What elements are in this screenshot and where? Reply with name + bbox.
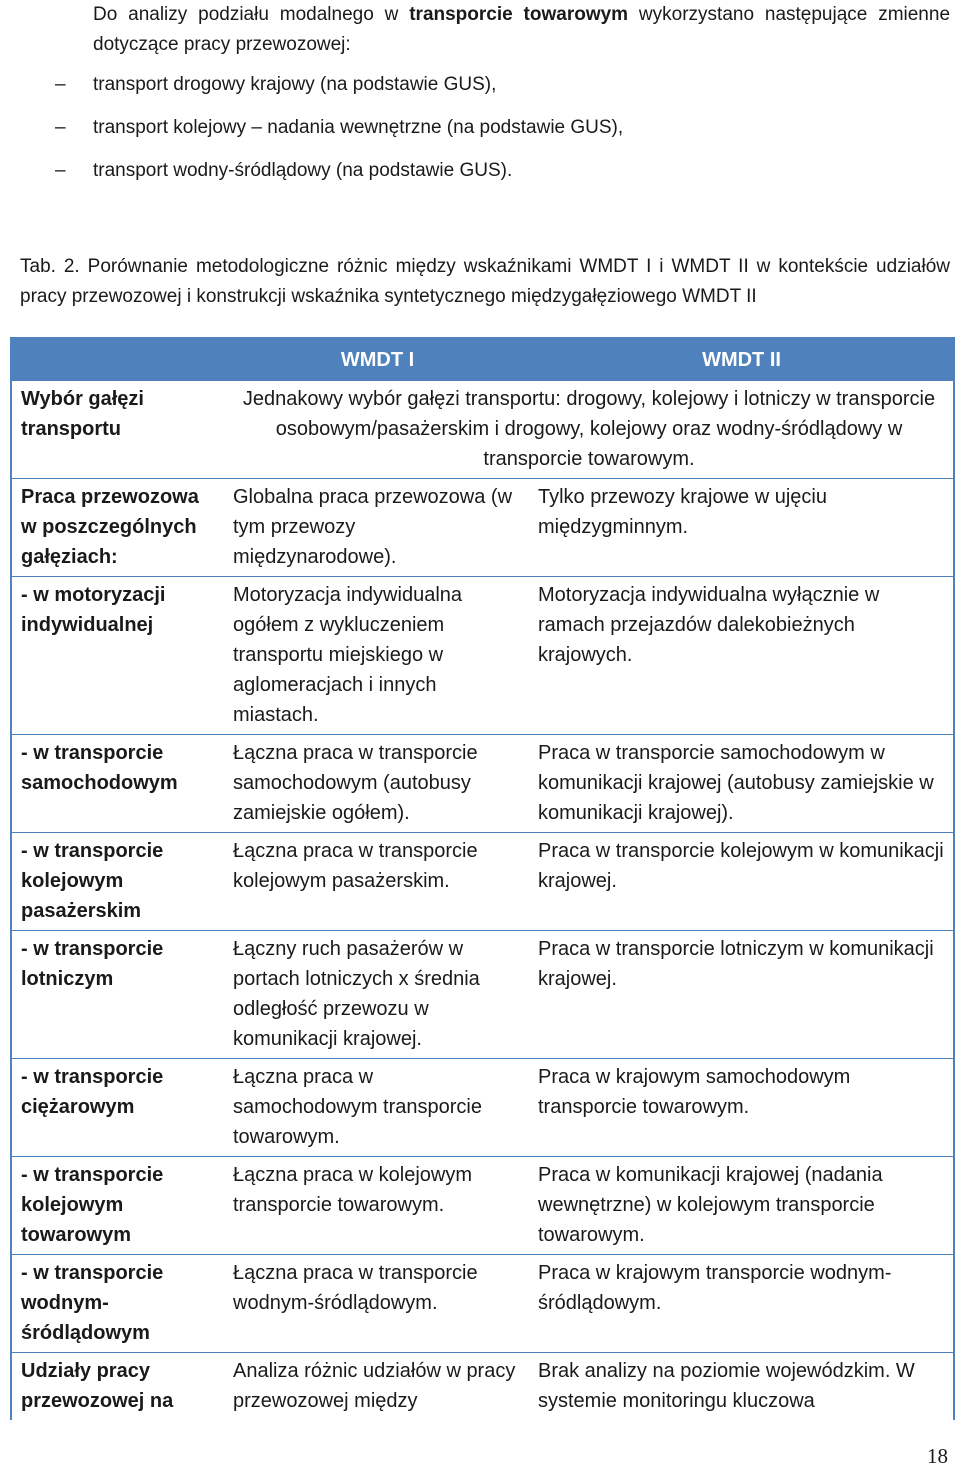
cell-wmdt2: Praca w transporcie samochodowym w komunikacji krajowej (autobusy zamiejskie w komunikacji krajowej).	[530, 735, 954, 833]
cell-wmdt2: Praca w krajowym transporcie wodnym-śródlądowym.	[530, 1255, 954, 1353]
cell-wmdt1: Łączny ruch pasażerów w portach lotniczych x średnia odległość przewozu w komunikacji krajowej.	[225, 931, 530, 1059]
list-item	[55, 156, 623, 199]
intro-paragraph	[20, 0, 950, 60]
cell-wmdt2: Tylko przewozy krajowe w ujęciu międzygminnym.	[530, 479, 954, 577]
cell-wmdt1: Łączna praca w transporcie samochodowym (autobusy zamiejskie ogółem).	[225, 735, 530, 833]
cell-wmdt1: Łączna praca w transporcie wodnym-śródlądowym.	[225, 1255, 530, 1353]
table-row	[11, 735, 954, 833]
cell-wmdt1: Analiza różnic udziałów w pracy przewozowej między	[233, 1360, 516, 1412]
list-item-text: transport kolejowy – nadania wewnętrzne (na podstawie GUS),	[93, 117, 624, 138]
cell-wmdt2: Praca w transporcie lotniczym w komunikacji krajowej.	[530, 931, 954, 1059]
comparison-table	[10, 337, 955, 1420]
list-item-text: transport wodny-śródlądowy (na podstawie GUS).	[93, 160, 513, 181]
row-label: - w transporcie lotniczym	[11, 931, 225, 1059]
cell-wmdt1: Łączna praca w kolejowym transporcie towarowym.	[225, 1157, 530, 1255]
cell-wmdt2: Praca w komunikacji krajowej (nadania wewnętrzne) w kolejowym transporcie towarowym.	[530, 1157, 954, 1255]
cell-wmdt2: Motoryzacja indywidualna wyłącznie w ramach przejazdów dalekobieżnych krajowych.	[530, 577, 954, 735]
table-row	[11, 833, 954, 931]
row-label: - w transporcie kolejowym pasażerskim	[11, 833, 225, 931]
row-label: - w motoryzacji indywidualnej	[11, 577, 225, 735]
row-label: Praca przewozowa w poszczególnych gałęziach:	[11, 479, 225, 577]
cell-wmdt2: Brak analizy na poziomie wojewódzkim. W systemie monitoringu kluczowa	[530, 1353, 954, 1421]
row-label: - w transporcie kolejowym towarowym	[11, 1157, 225, 1255]
list-item	[55, 113, 623, 156]
cell-wmdt1: Motoryzacja indywidualna ogółem z wykluczeniem transportu miejskiego w aglomeracjach i innych miastach.	[225, 577, 530, 735]
intro-text-start: Do analizy podziału modalnego w	[93, 4, 410, 25]
row-label: - w transporcie samochodowym	[11, 735, 225, 833]
table-row	[11, 479, 954, 577]
table-row	[11, 1255, 954, 1353]
cell-wmdt2: Praca w transporcie kolejowym w komunikacji krajowej.	[530, 833, 954, 931]
cell-wmdt1: Łączna praca w samochodowym transporcie towarowym.	[225, 1059, 530, 1157]
header-cell-wmdt1: WMDT I	[225, 338, 530, 381]
merged-cell: Jednakowy wybór gałęzi transportu: drogowy, kolejowy i lotniczy w transporcie osobowym/pasażerskim i drogowy, kolejowy oraz wodny-śródlądowy w transporcie towarowym.	[225, 381, 954, 479]
table-row	[11, 381, 954, 479]
table-header-row	[11, 338, 954, 381]
table-row	[11, 1353, 954, 1421]
list-item-text: transport drogowy krajowy (na podstawie GUS),	[93, 74, 497, 95]
cell-wmdt1: Globalna praca przewozowa (w tym przewozy międzynarodowe).	[225, 479, 530, 577]
row-label: Udziały pracy przewozowej na	[11, 1353, 225, 1421]
header-cell-wmdt2: WMDT II	[530, 338, 954, 381]
dash-bullet-icon: –	[55, 117, 66, 138]
row-label: Wybór gałęzi transportu	[11, 381, 225, 479]
page-number: 18	[927, 1444, 948, 1468]
header-cell-empty	[11, 338, 225, 381]
intro-text-end: wykorzystano następujące zmienne dotyczące pracy przewozowej:	[93, 4, 951, 55]
table-row	[11, 577, 954, 735]
table-row	[11, 1059, 954, 1157]
table-row	[11, 1157, 954, 1255]
row-label: - w transporcie ciężarowym	[11, 1059, 225, 1157]
cell-wmdt2: Praca w krajowym samochodowym transporcie towarowym.	[530, 1059, 954, 1157]
intro-text-bold: transporcie towarowym	[409, 4, 629, 25]
table-row	[11, 931, 954, 1059]
dash-bullet-icon: –	[55, 160, 66, 181]
cell-wmdt1: Łączna praca w transporcie kolejowym pasażerskim.	[225, 833, 530, 931]
list-item	[55, 70, 623, 113]
dash-bullet-icon: –	[55, 74, 66, 95]
row-label: - w transporcie wodnym-śródlądowym	[11, 1255, 225, 1353]
variable-list	[55, 70, 623, 199]
table-caption: Tab. 2. Porównanie metodologiczne różnic między wskaźnikami WMDT I i WMDT II w kontekście udziałów pracy przewozowej i konstrukcji wskaźnika syntetycznego międzygałęziowego WMDT II	[20, 256, 950, 307]
